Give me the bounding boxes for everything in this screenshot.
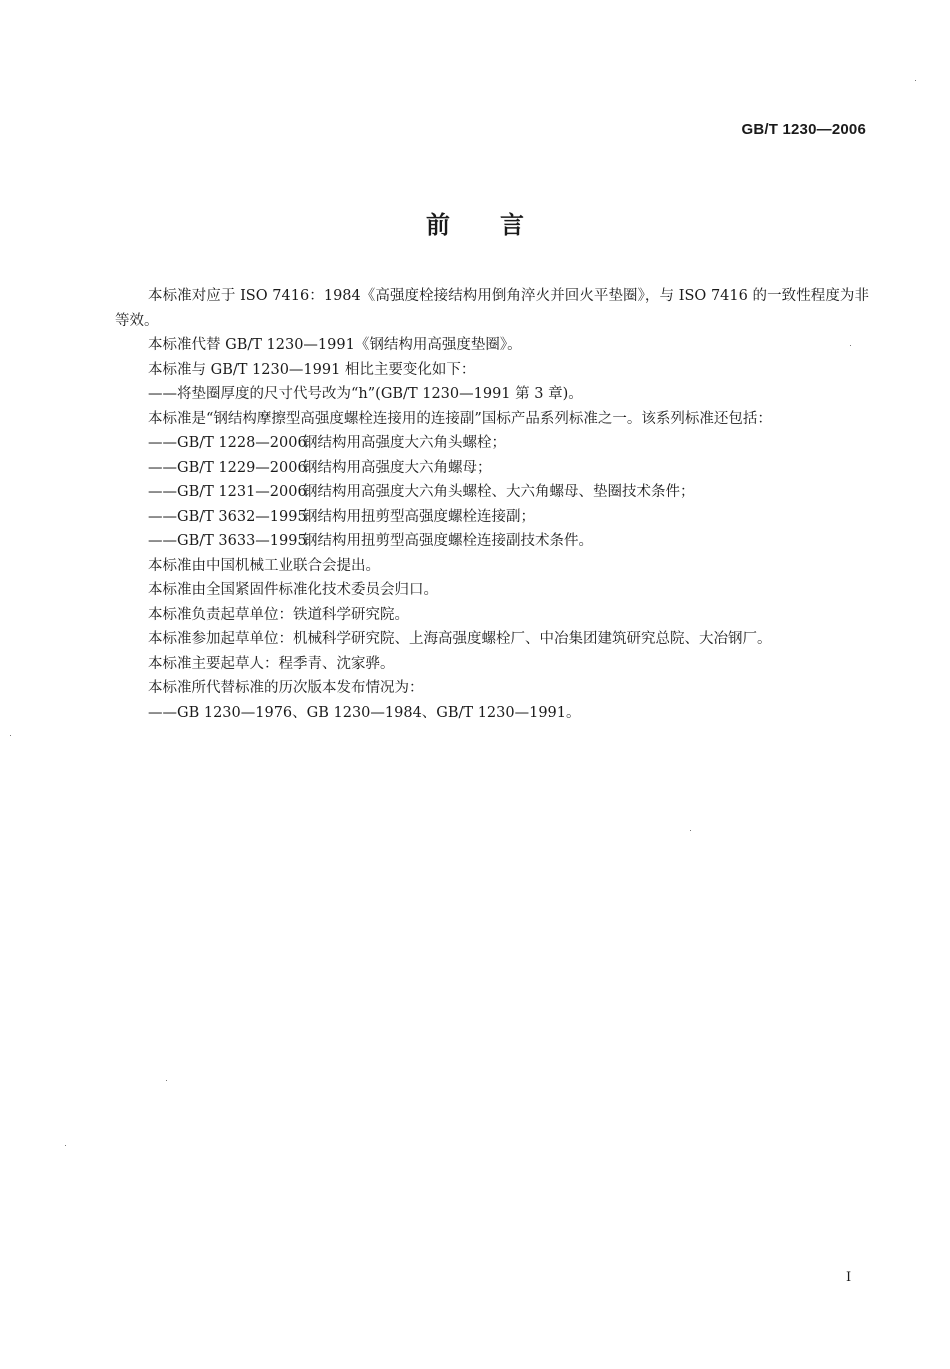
list-item-title: 钢结构用高强度大六角头螺栓、大六角螺母、垫圈技术条件； (303, 484, 695, 500)
scan-speck (10, 735, 11, 736)
list-item-title: 钢结构用扭剪型高强度螺栓连接副技术条件。 (303, 533, 593, 549)
list-item (115, 431, 869, 456)
paragraph-proposer: 本标准由中国机械工业联合会提出。 (148, 557, 380, 574)
paragraph-committee: 本标准由全国紧固件标准化技术委员会归口。 (148, 582, 438, 598)
list-item-title: 钢结构用高强度大六角头螺栓； (303, 435, 506, 451)
paragraph-history-intro: 本标准所代替标准的历次版本发布情况为： (148, 680, 424, 696)
list-item-code: ——GB/T 1231—2006 (148, 484, 307, 500)
scan-speck (915, 80, 916, 81)
list-item-code: ——GB/T 1228—2006 (148, 435, 307, 451)
paragraph-change-item: ——将垫圈厚度的尺寸代号改为“h”(GB/T 1230—1991 第 3 章)。 (148, 386, 583, 402)
paragraph-participating-drafters: 本标准参加起草单位：机械科学研究院、上海高强度螺栓厂、中冶集团建筑研究总院、大冶钢厂。 (148, 631, 772, 647)
list-item (115, 456, 869, 481)
paragraph-changes-intro: 本标准与 GB/T 1230—1991 相比主要变化如下： (148, 361, 476, 378)
list-item (115, 505, 869, 530)
page-number: I (846, 1270, 852, 1285)
scan-speck (690, 830, 691, 831)
list-item-code: ——GB/T 1229—2006 (148, 459, 307, 476)
list-item-code: ——GB/T 3632—1995 (148, 508, 307, 525)
paragraph-replaces: 本标准代替 GB/T 1230—1991《钢结构用高强度垫圈》。 (148, 337, 522, 353)
scan-speck (850, 345, 851, 346)
scan-speck (65, 1145, 66, 1146)
standard-code: GB/T 1230—2006 (741, 121, 866, 138)
list-item-code: ——GB/T 3633—1995 (148, 533, 307, 549)
list-item-title: 钢结构用扭剪型高强度螺栓连接副； (303, 508, 535, 525)
paragraph-lead-drafter: 本标准负责起草单位：铁道科学研究院。 (148, 606, 409, 623)
scan-speck (166, 1080, 167, 1081)
series-list (115, 431, 869, 554)
paragraph-series-intro: 本标准是“钢结构摩擦型高强度螺栓连接用的连接副”国标产品系列标准之一。该系列标准还包括： (148, 410, 772, 427)
paragraph-correspondence: 本标准对应于 ISO 7416：1984《高强度栓接结构用倒角淬火并回火平垫圈》，与 ISO 7416 的一致性程度为非等效。 (115, 288, 869, 329)
page-title: 前言 (426, 211, 574, 239)
paragraph-main-drafters: 本标准主要起草人：程季青、沈家骅。 (148, 655, 395, 672)
document-body (115, 284, 869, 725)
list-item (115, 529, 869, 554)
list-item (115, 480, 869, 505)
list-item-title: 钢结构用高强度大六角螺母； (303, 459, 492, 476)
paragraph-history-list: ——GB 1230—1976、GB 1230—1984、GB/T 1230—1991。 (148, 704, 581, 721)
